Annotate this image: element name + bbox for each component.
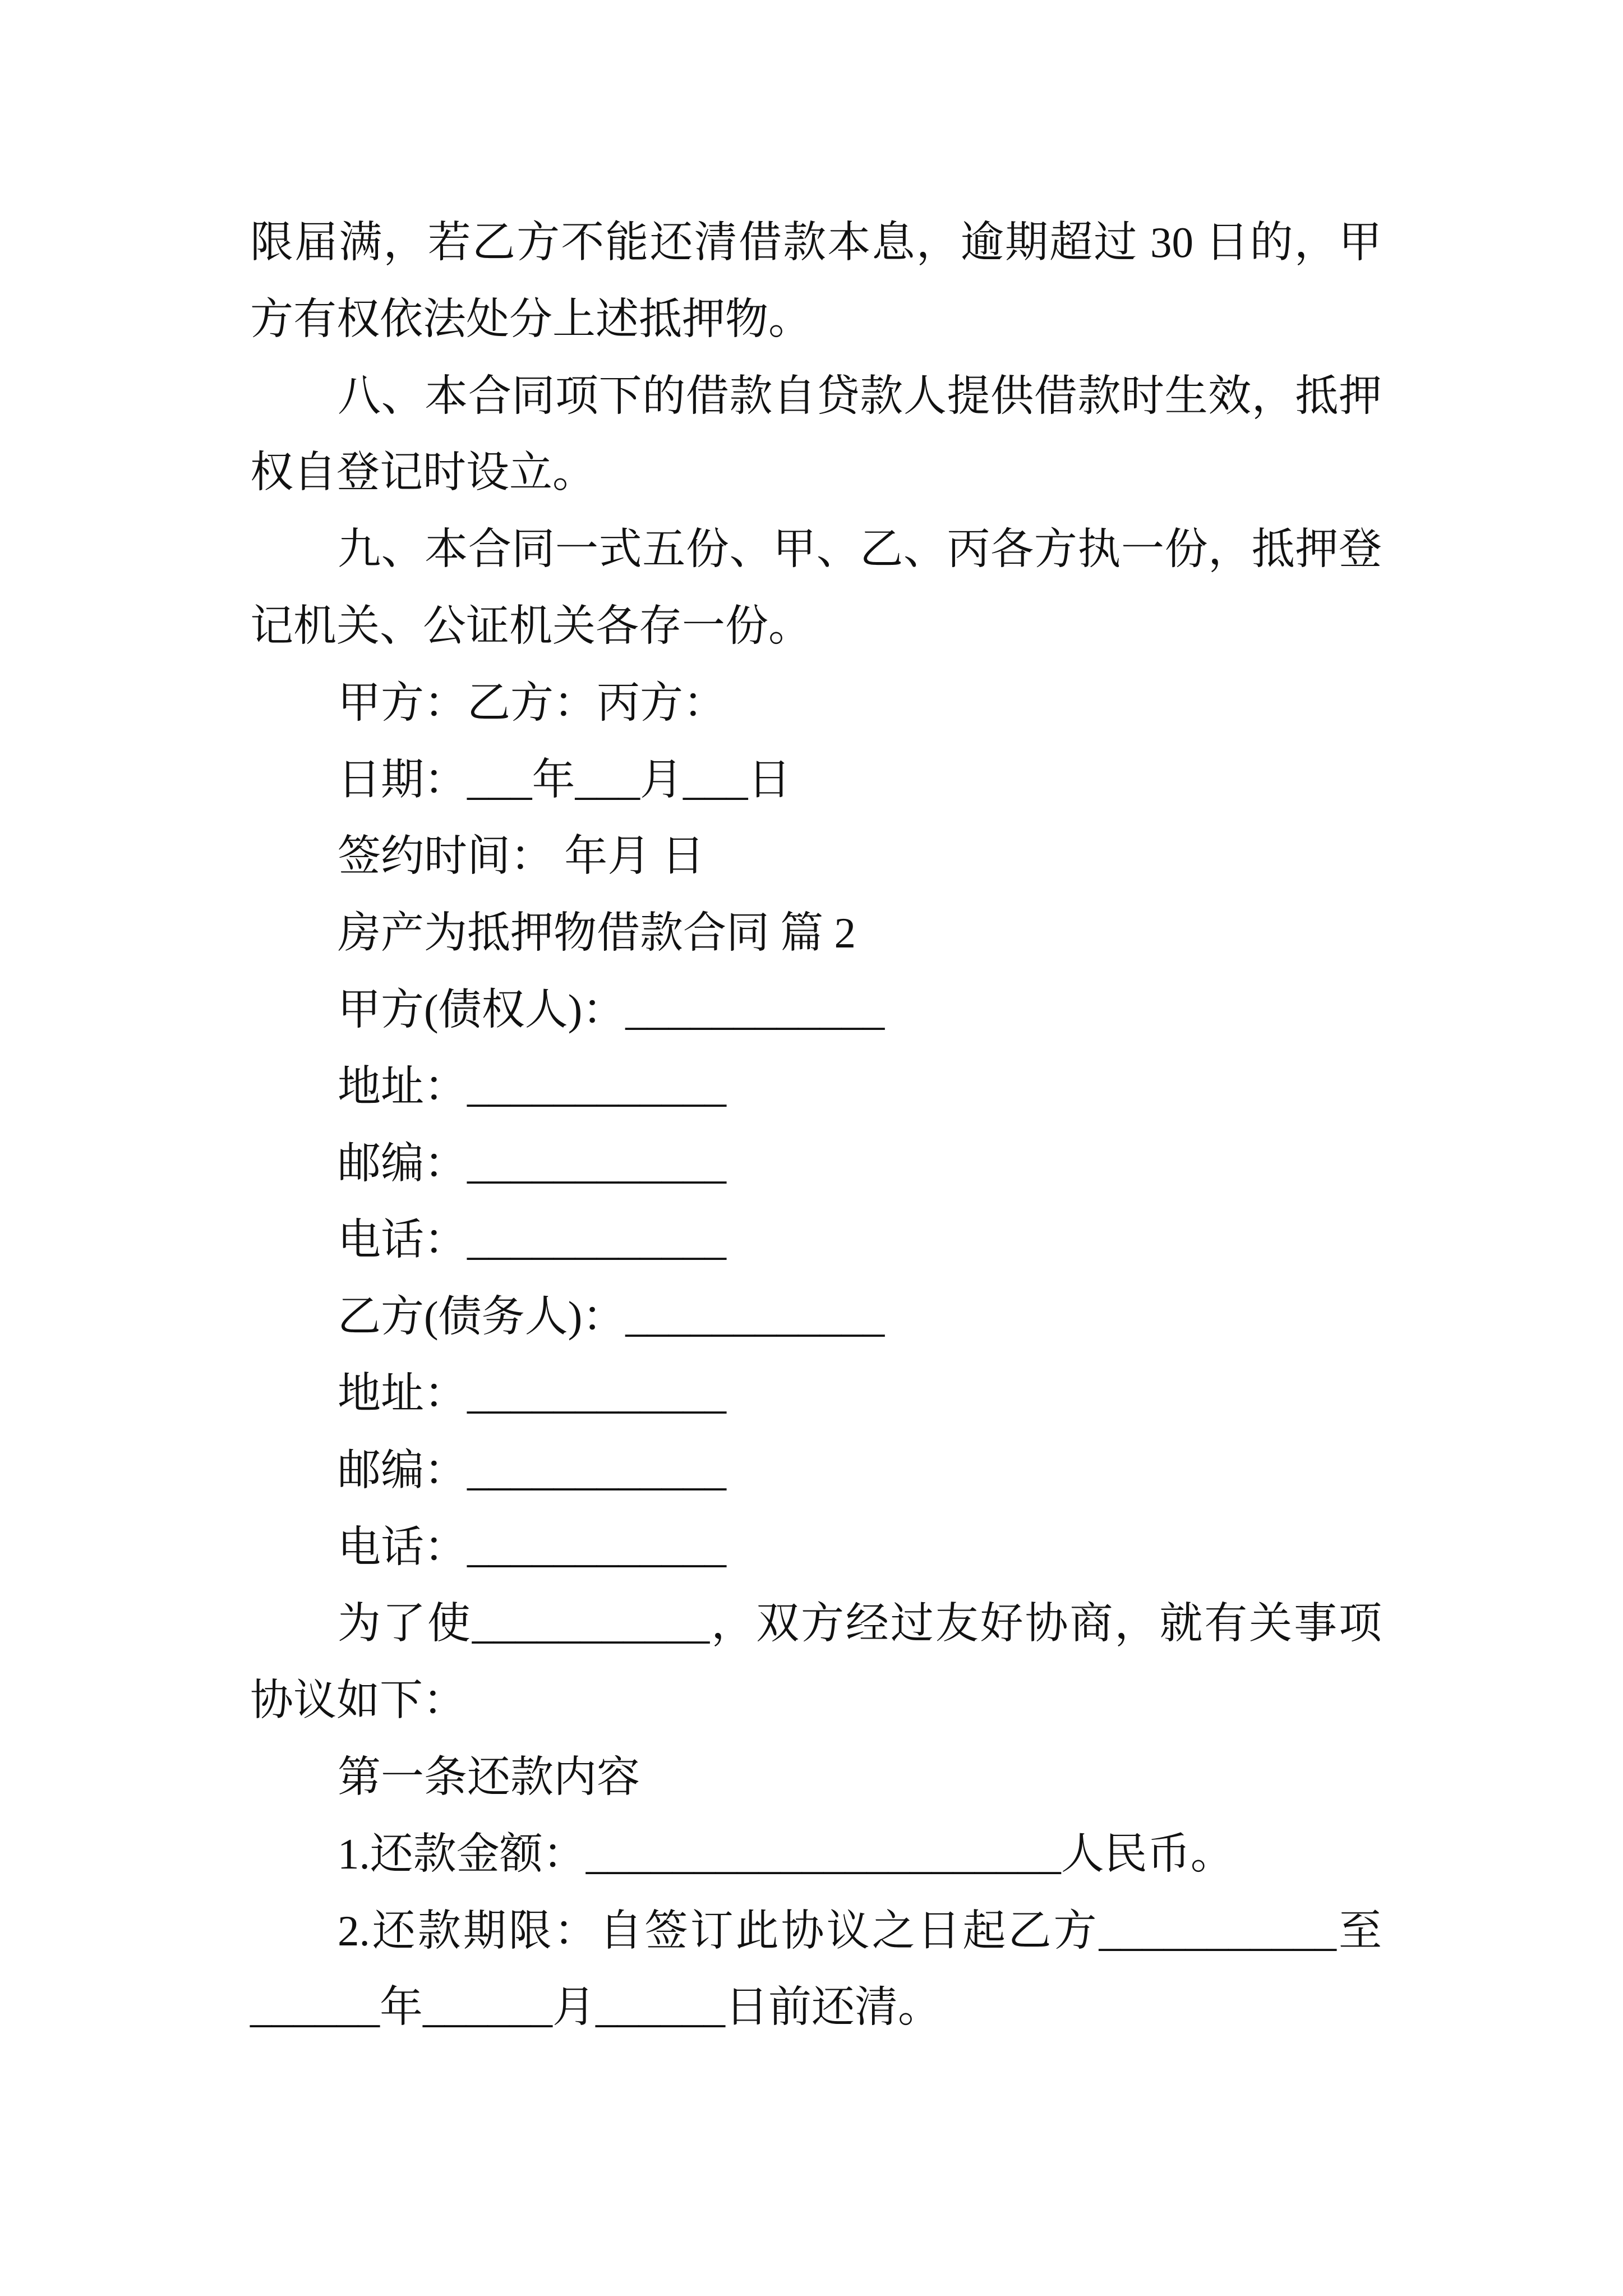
clause-8-text-line-2: 权自登记时设立。 — [250, 448, 596, 497]
signing-time-line: 签约时间： 年月 日 — [338, 832, 705, 881]
signatory-parties-line: 甲方：乙方：丙方： — [338, 678, 726, 727]
clause-7-text-line-2: 方有权依法处分上述抵押物。 — [250, 295, 811, 343]
repayment-amount-line: 1.还款金额：______________________人民币。 — [338, 1829, 1234, 1878]
party-a-address-field: 地址：____________ — [338, 1062, 726, 1111]
contract-text — [250, 204, 1382, 2046]
clause-9-text-line-1: 九、本合同一式五份、甲、乙、丙各方执一份，抵押登 — [338, 525, 1382, 574]
repayment-term-line-1: 2.还款期限：自签订此协议之日起乙方___________至 — [338, 1906, 1382, 1955]
party-a-phone-field: 电话：____________ — [338, 1216, 726, 1264]
preamble-text-line-2: 协议如下： — [250, 1676, 466, 1725]
date-line: 日期：___年___月___日 — [338, 755, 791, 804]
clause-9-text-line-2: 记机关、公证机关各存一份。 — [250, 601, 811, 650]
party-a-postcode-field: 邮编：____________ — [338, 1139, 726, 1188]
party-a-creditor-field: 甲方(债权人)：____________ — [338, 985, 885, 1034]
article-1-heading: 第一条还款内容 — [338, 1752, 640, 1801]
clause-8-text-line-1: 八、本合同项下的借款自贷款人提供借款时生效，抵押 — [338, 371, 1382, 420]
repayment-term-line-2: ______年______月______日前还清。 — [250, 1983, 941, 2032]
preamble-text-line-1: 为了使___________，双方经过友好协商，就有关事项 — [338, 1599, 1382, 1648]
party-b-address-field: 地址：____________ — [338, 1369, 726, 1418]
clause-7-text-line-1: 限届满，若乙方不能还清借款本息，逾期超过 30 日的，甲 — [250, 218, 1382, 266]
contract-2-title: 房产为抵押物借款合同 篇 2 — [338, 909, 856, 958]
party-b-debtor-field: 乙方(债务人)：____________ — [338, 1292, 885, 1341]
party-b-postcode-field: 邮编：____________ — [338, 1446, 726, 1494]
party-b-phone-field: 电话：____________ — [338, 1522, 726, 1571]
